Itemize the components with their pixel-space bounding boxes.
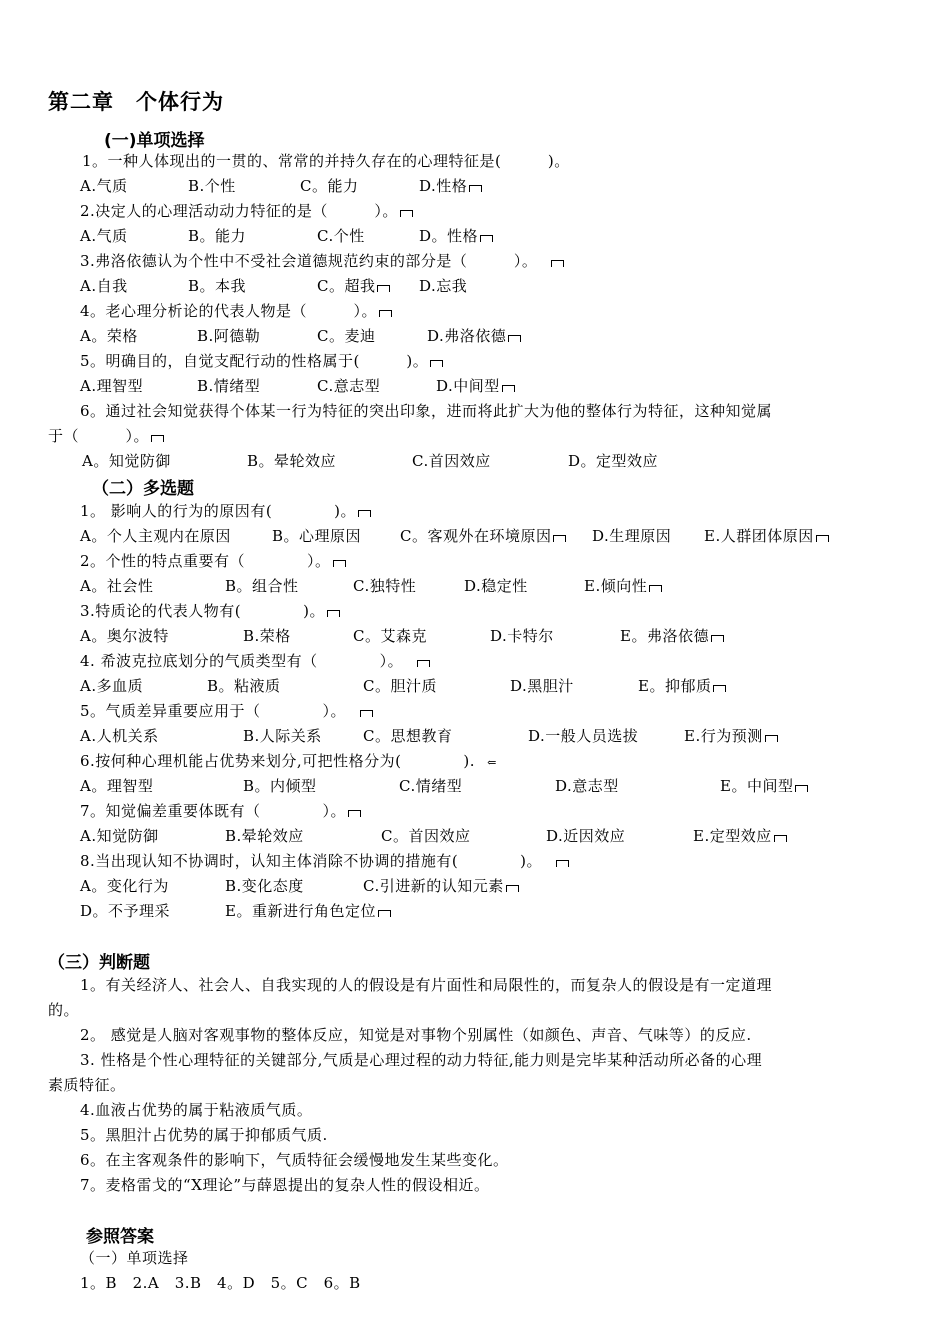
- paragraph-mark-icon: [151, 435, 164, 442]
- paragraph-mark-icon: [360, 710, 373, 717]
- paragraph-mark-icon: [713, 685, 726, 692]
- section-heading-multiple-choice: （二）多选题: [92, 479, 194, 499]
- question-stem: 6。通过社会知觉获得个体某一行为特征的突出印象，进而将此扩大为他的整体行为特征，这种知觉属: [80, 402, 773, 420]
- paragraph-mark-icon: [358, 510, 371, 517]
- paragraph-mark-icon: [502, 385, 515, 392]
- section-heading-single-choice: (一)单项选择: [104, 131, 205, 151]
- question-stem: 4. 希波克拉底划分的气质类型有（ ）。: [80, 651, 430, 671]
- paragraph-mark-icon: [774, 835, 787, 842]
- statement: 5。黑胆汁占优势的属于抑郁质气质.: [80, 1126, 328, 1144]
- statement-continued: 的。: [48, 1001, 80, 1019]
- paragraph-mark-icon: [400, 210, 413, 217]
- paragraph-mark-icon: [417, 660, 430, 667]
- question-stem: 1。一种人体现出的一贯的、常常的并持久存在的心理特征是( )。: [82, 152, 570, 170]
- question-stem: 5。气质差异重要应用于（ ）。: [80, 701, 373, 721]
- answers-line: 1。B 2.A 3.B 4。D 5。C 6。B: [80, 1274, 361, 1292]
- paragraph-mark-icon: [348, 810, 361, 817]
- question-stem: 8.当出现认知不协调时，认知主体消除不协调的措施有( )。: [80, 851, 569, 871]
- paragraph-mark-icon: [469, 185, 482, 192]
- answers-heading: 参照答案: [86, 1227, 154, 1247]
- section-heading-true-false: （三）判断题: [48, 953, 150, 973]
- question-stem: 4。老心理分析论的代表人物是（ ）。: [80, 301, 392, 321]
- paragraph-mark-icon: [816, 535, 829, 542]
- statement: 4.血液占优势的属于粘液质气质。: [80, 1101, 313, 1119]
- paragraph-mark-icon: [333, 560, 346, 567]
- chapter-title: 第二章 个体行为: [48, 90, 224, 114]
- statement: 7。麦格雷戈的“X理论”与薛恩提出的复杂人性的假设相近。: [80, 1176, 490, 1194]
- paragraph-mark-icon: [553, 535, 566, 542]
- statement: 1。有关经济人、社会人、自我实现的人的假设是有片面性和局限性的，而复杂人的假设是有一定道理: [80, 976, 773, 994]
- statement: 2。 感觉是人脑对客观事物的整体反应，知觉是对事物个别属性（如颜色、声音、气味等）的反应.: [80, 1026, 752, 1044]
- question-stem: 5。明确目的，自觉支配行动的性格属于( )。: [80, 351, 443, 371]
- question-stem: 2.决定人的心理活动动力特征的是（ ）。: [80, 201, 413, 221]
- paragraph-mark-icon: [795, 785, 808, 792]
- paragraph-mark-icon: [430, 360, 443, 367]
- paragraph-mark-icon: [556, 860, 569, 867]
- question-stem: 3.弗洛依德认为个性中不受社会道德规范约束的部分是（ ）。: [80, 251, 564, 271]
- answers-subheading: （一）单项选择: [80, 1249, 189, 1267]
- question-stem: 6.按何种心理机能占优势来划分,可把性格分为( ). ⇐: [80, 752, 497, 770]
- paragraph-mark-icon: [327, 610, 340, 617]
- paragraph-mark-icon: [551, 260, 564, 267]
- question-stem: 3.特质论的代表人物有( )。: [80, 601, 340, 621]
- statement: 6。在主客观条件的影响下，气质特征会缓慢地发生某些变化。: [80, 1151, 509, 1169]
- paragraph-mark-icon: [506, 885, 519, 892]
- paragraph-mark-icon: [378, 910, 391, 917]
- paragraph-mark-icon: [480, 235, 493, 242]
- statement: 3. 性格是个性心理特征的关键部分,气质是心理过程的动力特征,能力则是完毕某种活动所必备的心理: [80, 1051, 763, 1069]
- question-stem: 2。个性的特点重要有（ ）。: [80, 551, 346, 571]
- statement-continued: 素质特征。: [48, 1076, 126, 1094]
- paragraph-mark-icon: [649, 585, 662, 592]
- paragraph-mark-icon: [765, 735, 778, 742]
- question-stem: 1。 影响人的行为的原因有( )。: [80, 501, 371, 521]
- document-page: 第二章 个体行为 (一)单项选择 1。一种人体现出的一贯的、常常的并持久存在的心理特征是( )。 A.气质 B.个性 C。能力 D.性格 2.决定人的心理活动动力特征的是（ ）。 A.气质 B。能力 C.个性 D。性格 3.弗洛依德认为个性中不受社会道德规范约束的部分是（ ）。 A.自我 B。本我 C。超我 D.忘我 4。老心理分析论的代表人物是（ ）。 A。荣格 B.阿德勒 C。麦迪 D.弗洛依德 5。明确目的，自觉支配行动的性格属于( )。 A.理智型 B.情绪型 C.意志型 D.中间型 6。通过社会知觉获得个体某一行为特征的突出印象，进而将此扩大为他的整体行为特征，这种知觉属 于（ ）。 A。知觉防御 B。晕轮效应 C.首因效应 D。定型效应 （二）多选题 1。 影响人的行为的原因有( )。 A。个人主观内在原因 B。心理原因 C。客观外在环境原因 D.生理原因 E.人群团体原因 2。个性的特点重要有（ ）。 A。社会性 B。组合性 C.独特性 D.稳定性 E.倾向性 3.特质论的代表人物有( )。 A。奥尔波特 B.荣格 C。艾森克 D.卡特尔 E。弗洛依德 4. 希波克拉底划分的气质类型有（ ）。 A.多血质 B。粘液质 C。胆汁质 D.黑胆汁 E。抑郁质 5。气质差异重要应用于（ ）。 A.人机关系 B.人际关系 C。思想教育 D.一般人员选拔 E.行为预测 6.按何种心理机能占优势来划分,可把性格分为( ). ⇐ A。理智型 B。内倾型 C.情绪型 D.意志型 E。中间型 7。知觉偏差重要体既有（ ）。 A.知觉防御 B.晕轮效应 C。首因效应 D.近因效应 E.定型效应 8.当出现认知不协调时，认知主体消除不协调的措施有( )。 A。变化行为 B.变化态度 C.引进新的认知元素 D。不予理采 E。重新进行角色定位 （三）判断题 1。有关经济人、社会人、自我实现的人的假设是有片面性和局限性的，而复杂人的假设是有一定道理 的。 2。 感觉是人脑对客观事物的整体反应，知觉是对事物个别属性（如颜色、声音、气味等）的反应. 3. 性格是个性心理特征的关键部分,气质是心理过程的动力特征,能力则是完毕某种活动所必备的心理 素质特征。 4.血液占优势的属于粘液质气质。 5。黑胆汁占优势的属于抑郁质气质. 6。在主客观条件的影响下，气质特征会缓慢地发生某些变化。 7。麦格雷戈的“X理论”与薛恩提出的复杂人性的假设相近。 参照答案 （一）单项选择 1。B 2.A 3.B 4。D 5。C 6。B: [0, 0, 950, 1344]
- paragraph-mark-icon: [711, 635, 724, 642]
- paragraph-mark-icon: ⇐: [487, 756, 497, 769]
- paragraph-mark-icon: [377, 285, 390, 292]
- question-stem-continued: 于（ ）。: [48, 426, 164, 446]
- paragraph-mark-icon: [508, 335, 521, 342]
- question-stem: 7。知觉偏差重要体既有（ ）。: [80, 801, 361, 821]
- paragraph-mark-icon: [379, 310, 392, 317]
